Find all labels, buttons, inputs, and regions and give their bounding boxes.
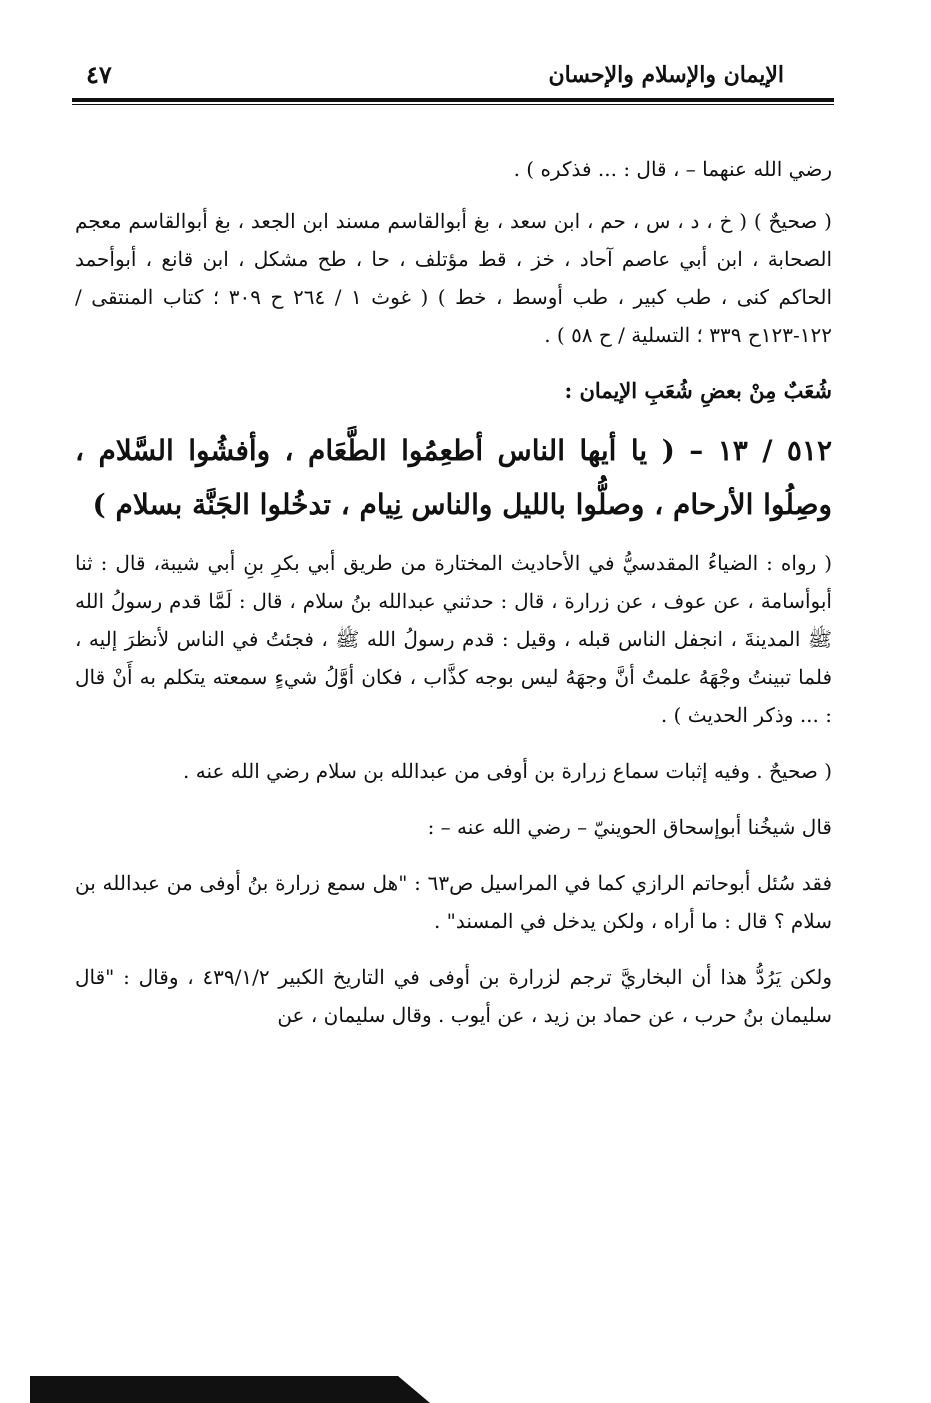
paragraph-1: رضي الله عنهما – ، قال : ... فذكره ) . [513,157,832,181]
running-title: الإيمان والإسلام والإحسان [548,62,784,88]
paragraph-4: ( صحيحٌ . وفيه إثبات سماع زرارة بن أوفى من عبدالله بن سلام رضي الله عنه . [183,759,832,783]
page-number: ٤٧ [86,60,112,89]
paragraph-3: ( رواه : الضياءُ المقدسيُّ في الأحاديث المختارة من طريق أبي بكرِ بنِ أبي شيبة، قال : ثنا أبوأسامة ، عن عوف ، عن زرارة ، قال : حدثني عبدالله بنُ سلام ، قال : لَمَّا قدم رسولُ الله ﷺ المدينةَ ، انجفل الناس قبله ، وقيل : قدم رسولُ الله ﷺ ، فجئتُ في الناس لأنظرَ إليه ، فلما تبينتُ وجْهَهُ علمتُ أنَّ وجهَهُ ليس بوجه كذَّاب ، فكان أوَّلُ شيءٍ سمعته يتكلم به أَنْ قال : ... وذكر الحديث ) . [75,551,833,727]
page-header [72,48,834,96]
paragraph-2: ( صحيحٌ ) ( خ ، د ، س ، حم ، ابن سعد ، بغ أبوالقاسم مسند ابن الجعد ، بغ أبوالقاسم معجم الصحابة ، ابن أبي عاصم آحاد ، خز ، قط مؤتلف ، حا ، طح مشكل ، ابن قانع ، أبوأحمد الحاكم كنى ، طب كبير ، طب أوسط ، خط ) ( غوث ١ / ٢٦٤ ح ٣٠٩ ؛ كتاب المنتقى / ١٢٢-١٢٣ح ٣٣٩ ؛ التسلية / ح ٥٨ ) . [75,209,833,347]
section-heading: شُعَبٌ مِنْ بعضِ شُعَبِ الإيمان : [564,378,832,403]
paragraph-7: ولكن يَرُدُّ هذا أن البخاريَّ ترجم لزرارة بن أوفى في التاريخ الكبير ٤٣٩/١/٢ ، وقال : "قال سليمان بنُ حرب ، عن حماد بن زيد ، عن أيوب . وقال سليمان ، عن [75,965,832,1027]
header-rule-thin [72,104,834,105]
header-rule [72,98,834,102]
footer-bar [30,1376,430,1403]
hadith-text: ٥١٢ / ١٣ – ( يا أيها الناس أطعِمُوا الطَّعَام ، وأفشُوا السَّلام ، وصِلُوا الأرحام ، وصلُّوا بالليل والناس نِيام ، تدخُلوا الجَنَّة بسلام ) [75,434,832,521]
paragraph-6: فقد سُئل أبوحاتم الرازي كما في المراسيل ص٦٣ : "هل سمع زرارة بنُ أوفى من عبدالله بن سلام ؟ قال : ما أراه ، ولكن يدخل في المسند" . [75,871,832,933]
page-body [75,150,832,1052]
paragraph-5: قال شيخُنا أبوإسحاق الحوينيّ – رضي الله عنه – : [427,815,832,839]
